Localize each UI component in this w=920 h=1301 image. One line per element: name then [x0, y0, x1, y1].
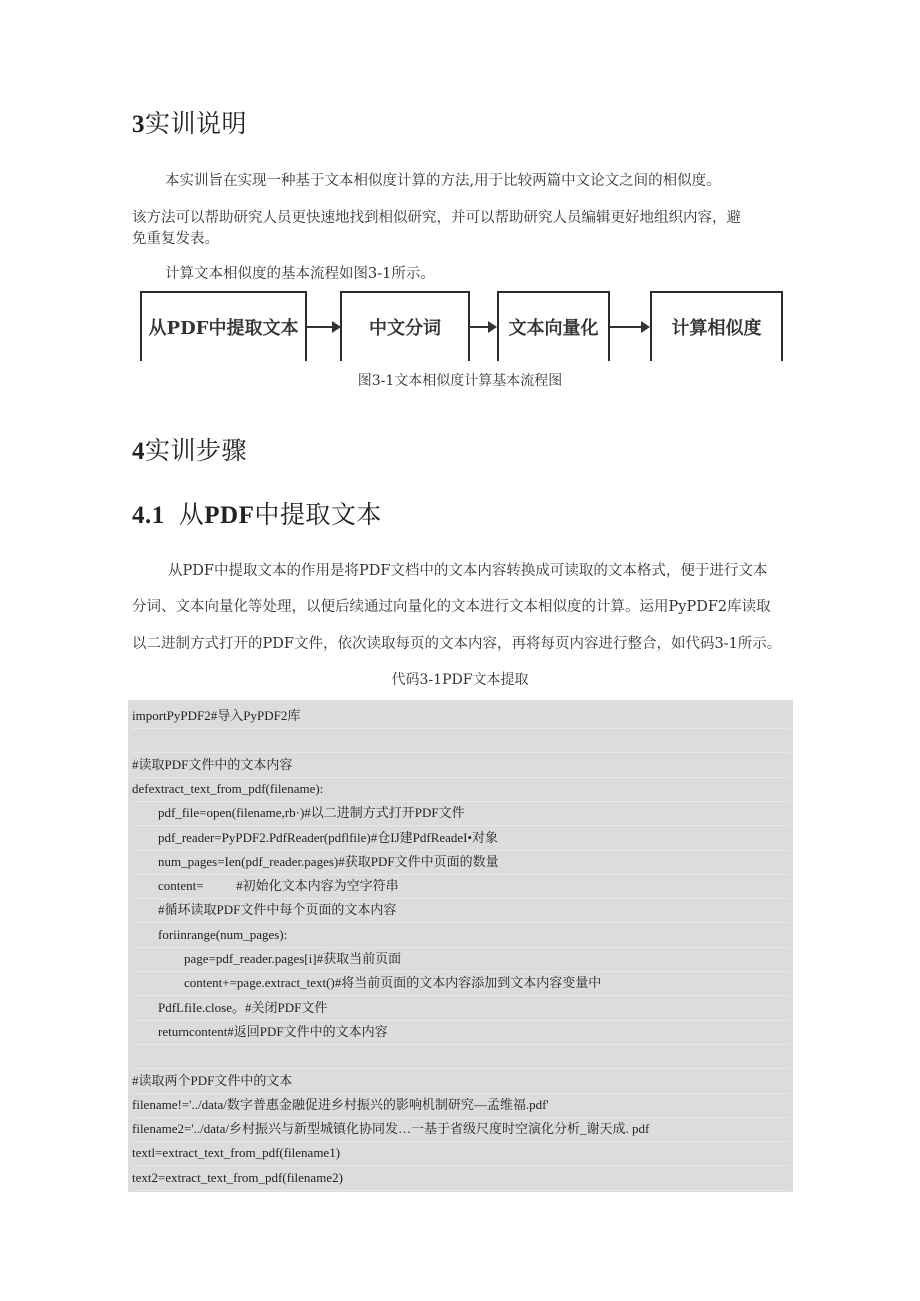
code-line — [132, 728, 789, 753]
flow-step-chinese-segmentation: 中文分词 — [340, 291, 470, 361]
section-3-paragraph-1: 本实训旨在实现一种基于文本相似度计算的方法,用于比较两篇中文论文之间的相似度。 — [165, 173, 721, 189]
code-line: returncontent#返回PDF文件中的文本内容 — [132, 1020, 789, 1045]
code-line: importPyPDF2#导入PyPDF2库 — [132, 704, 789, 729]
code-line: page=pdf_reader.pages[i]#获取当前页面 — [132, 947, 789, 972]
code-line: #读取两个PDF文件中的文本 — [132, 1069, 789, 1094]
code-line: content+=page.extract_text()#将当前页面的文本内容添加到文本内容变量中 — [132, 971, 789, 996]
section-4-1-line-1: 从PDF中提取文本的作用是将PDF文档中的文本内容转换成可读取的文本格式，便于进行文本 — [168, 563, 768, 579]
section-4-1-line-3: 以二进制方式打开的PDF文件，依次读取每页的文本内容，再将每页内容进行整合，如代码3-1所示。 — [132, 636, 782, 652]
code-line: pdf_file=open(filename,rb·)#以二进制方式打开PDF文件 — [132, 801, 789, 826]
code-line: num_pages=Ien(pdf_reader.pages)#获取PDF文件中页面的数量 — [132, 850, 789, 875]
section-4-1-number: 4.1 — [132, 502, 165, 529]
section-3-paragraph-3: 计算文本相似度的基本流程如图3-1所示。 — [165, 266, 435, 282]
code-line — [132, 1044, 789, 1069]
code-line: pdf_reader=PyPDF2.PdfReader(pdflfile)#仓IJ建PdfReadeI•对象 — [132, 826, 789, 851]
flowchart — [140, 291, 783, 361]
section-4-title: 实训步骤 — [145, 436, 248, 465]
code-line: filename!='../data/数字普惠金融促进乡村振兴的影响机制研究—孟维福.pdf' — [132, 1093, 789, 1118]
code-line: filename2='../data/乡村振兴与新型城镇化协同发…一基于省级尺度时空演化分析_谢天成. pdf — [132, 1117, 789, 1142]
section-4-1-title-prefix: 从PDF — [178, 500, 255, 529]
section-3-heading — [132, 104, 247, 140]
code-caption: 代码3-1PDF文本提取 — [391, 672, 529, 688]
section-3-title: 实训说明 — [145, 109, 248, 138]
code-block — [128, 700, 793, 1192]
section-4-1-line-2: 分词、文本向量化等处理，以便后续通过向量化的文本进行文本相似度的计算。运用PyPDF2库读取 — [132, 599, 771, 615]
section-4-1-title: 中提取文本 — [254, 500, 382, 529]
section-4-number: 4 — [132, 438, 145, 465]
code-line: foriinrange(num_pages): — [132, 923, 789, 948]
code-line: defextract_text_from_pdf(filename): — [132, 777, 789, 802]
section-3-number: 3 — [132, 111, 145, 138]
figure-caption: 图3-1文本相似度计算基本流程图 — [357, 373, 563, 389]
section-4-1-heading — [132, 495, 382, 531]
section-3-paragraph-2-line-1: 该方法可以帮助研究人员更快速地找到相似研究，并可以帮助研究人员编辑更好地组织内容，避 — [132, 210, 741, 226]
code-line: #循环读取PDF文件中每个页面的文本内容 — [132, 898, 789, 923]
code-line: text2=extract_text_from_pdf(filename2) — [132, 1166, 789, 1191]
code-line: textl=extract_text_from_pdf(filename1) — [132, 1141, 789, 1166]
flow-step-vectorization: 文本向量化 — [497, 291, 610, 361]
section-4-heading — [132, 431, 247, 467]
flow-arrow-1 — [306, 326, 339, 328]
section-3-paragraph-2-line-2: 免重复发表。 — [132, 231, 219, 247]
code-line: #读取PDF文件中的文本内容 — [132, 753, 789, 778]
flow-arrow-2 — [469, 326, 495, 328]
code-line: PdfLfiIe.close。#关闭PDF文件 — [132, 996, 789, 1021]
flow-arrow-3 — [609, 326, 648, 328]
flow-step-similarity: 计算相似度 — [650, 291, 783, 361]
code-line: content= #初始化文本内容为空字符串 — [132, 874, 789, 899]
flow-step-extract-text: 从PDF中提取文本 — [140, 291, 307, 361]
